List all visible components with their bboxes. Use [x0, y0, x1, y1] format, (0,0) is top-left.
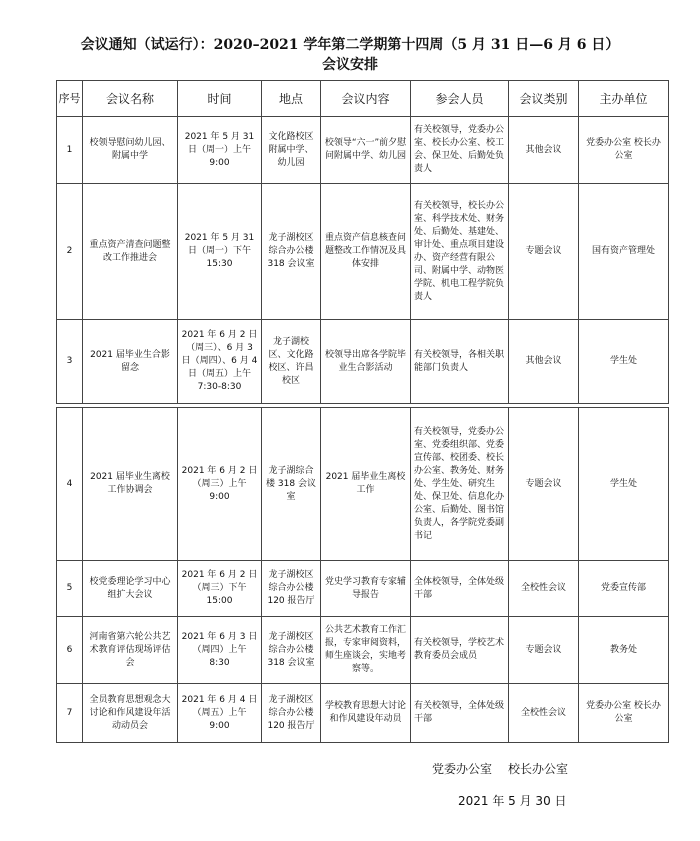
- cell-place: 龙子湖综合楼 318 会议室: [262, 408, 321, 561]
- cell-host: 党委办公室 校长办公室: [579, 684, 669, 743]
- cell-participants: 有关校领导，校长办公室、科学技术处、财务处、后勤处、基建处、审计处、重点项目建设办、资产经营有限公司、附属中学、动物医学院、机电工程学院负责人: [411, 184, 509, 320]
- cell-place: 龙子湖校区、文化路校区、许昌校区: [262, 320, 321, 404]
- cell-content: 学校教育思想大讨论和作风建设年动员: [321, 684, 411, 743]
- table-row: [57, 684, 669, 743]
- cell-no: 2: [57, 184, 83, 320]
- header-name: 会议名称: [83, 81, 178, 117]
- document-subtitle: 会议安排: [322, 57, 378, 73]
- table-row: [57, 408, 669, 561]
- cell-no: 5: [57, 561, 83, 617]
- table-row: [57, 320, 669, 404]
- cell-host: 教务处: [579, 617, 669, 684]
- cell-host: 学生处: [579, 408, 669, 561]
- cell-place: 龙子湖校区综合办公楼 120 报告厅: [262, 684, 321, 743]
- cell-host: 党委宣传部: [579, 561, 669, 617]
- cell-no: 6: [57, 617, 83, 684]
- meeting-table-part1: [56, 80, 669, 404]
- cell-time: 2021 年 6 月 2 日（周三）、6 月 3 日（周四）、6 月 4 日（周五）上午 7:30-8:30: [178, 320, 262, 404]
- cell-content: 2021 届毕业生离校工作: [321, 408, 411, 561]
- cell-time: 2021 年 6 月 2 日（周三）下午 15:00: [178, 561, 262, 617]
- cell-name: 校党委理论学习中心组扩大会议: [83, 561, 178, 617]
- cell-no: 7: [57, 684, 83, 743]
- header-host: 主办单位: [579, 81, 669, 117]
- cell-category: 全校性会议: [509, 561, 579, 617]
- cell-category: 其他会议: [509, 320, 579, 404]
- cell-participants: 有关校领导，党委办公室、党委组织部、党委宣传部、校团委、校长办公室、教务处、财务处、学生处、研究生处、保卫处、信息化办公室、后勤处、图书馆负责人，各学院党委副书记: [411, 408, 509, 561]
- cell-place: 龙子湖校区综合办公楼 120 报告厅: [262, 561, 321, 617]
- cell-time: 2021 年 5 月 31 日（周一）下午 15:30: [178, 184, 262, 320]
- cell-place: 文化路校区附属中学、幼儿园: [262, 117, 321, 184]
- cell-no: 4: [57, 408, 83, 561]
- issuer-party-office: 党委办公室: [432, 762, 493, 776]
- cell-category: 专题会议: [509, 184, 579, 320]
- meeting-table-part2: [56, 407, 669, 743]
- header-content: 会议内容: [321, 81, 411, 117]
- cell-time: 2021 年 5 月 31 日（周一）上午 9:00: [178, 117, 262, 184]
- table-row: [57, 184, 669, 320]
- cell-name: 全员教育思想观念大讨论和作风建设年活动动员会: [83, 684, 178, 743]
- cell-time: 2021 年 6 月 4 日（周五）上午 9:00: [178, 684, 262, 743]
- cell-no: 1: [57, 117, 83, 184]
- cell-participants: 有关校领导，党委办公室、校长办公室、校工会、保卫处、后勤处负责人: [411, 117, 509, 184]
- cell-host: 党委办公室 校长办公室: [579, 117, 669, 184]
- cell-content: 党史学习教育专家辅导报告: [321, 561, 411, 617]
- cell-content: 校领导出席各学院毕业生合影活动: [321, 320, 411, 404]
- cell-name: 河南省第六轮公共艺术教育评估现场评估会: [83, 617, 178, 684]
- cell-participants: 有关校领导，全体处级干部: [411, 684, 509, 743]
- cell-no: 3: [57, 320, 83, 404]
- cell-content: 重点资产信息核查问题整改工作情况及具体安排: [321, 184, 411, 320]
- cell-name: 校领导慰问幼儿园、附属中学: [83, 117, 178, 184]
- table-row: [57, 561, 669, 617]
- cell-participants: 全体校领导，全体处级干部: [411, 561, 509, 617]
- cell-category: 全校性会议: [509, 684, 579, 743]
- cell-place: 龙子湖校区综合办公楼 318 会议室: [262, 184, 321, 320]
- table-row: [57, 117, 669, 184]
- cell-content: 公共艺术教育工作汇报，专家审阅资料，师生座谈会，实地考察等。: [321, 617, 411, 684]
- cell-place: 龙子湖校区综合办公楼 318 会议室: [262, 617, 321, 684]
- cell-category: 专题会议: [509, 617, 579, 684]
- cell-participants: 有关校领导，学校艺术教育委员会成员: [411, 617, 509, 684]
- issue-date: 2021 年 5 月 30 日: [458, 794, 567, 808]
- cell-host: 学生处: [579, 320, 669, 404]
- header-time: 时间: [178, 81, 262, 117]
- cell-time: 2021 年 6 月 3 日（周四）上午 8:30: [178, 617, 262, 684]
- cell-category: 专题会议: [509, 408, 579, 561]
- cell-content: 校领导“六一”前夕慰问附属中学、幼儿园: [321, 117, 411, 184]
- document-title: 会议通知（试运行）：2020–2021 学年第二学期第十四周（5 月 31 日—6 月 6 日）: [80, 37, 620, 53]
- cell-host: 国有资产管理处: [579, 184, 669, 320]
- table-header-row: [57, 81, 669, 117]
- cell-name: 重点资产清查问题整改工作推进会: [83, 184, 178, 320]
- cell-time: 2021 年 6 月 2 日（周三）上午 9:00: [178, 408, 262, 561]
- header-seq: 序号: [57, 81, 83, 117]
- table-row: [57, 617, 669, 684]
- issuer-offices: [432, 760, 568, 777]
- cell-participants: 有关校领导，各相关职能部门负责人: [411, 320, 509, 404]
- header-participants: 参会人员: [411, 81, 509, 117]
- cell-name: 2021 届毕业生合影留念: [83, 320, 178, 404]
- header-place: 地点: [262, 81, 321, 117]
- issuer-president-office: 校长办公室: [508, 762, 569, 776]
- cell-name: 2021 届毕业生离校工作协调会: [83, 408, 178, 561]
- cell-category: 其他会议: [509, 117, 579, 184]
- header-category: 会议类别: [509, 81, 579, 117]
